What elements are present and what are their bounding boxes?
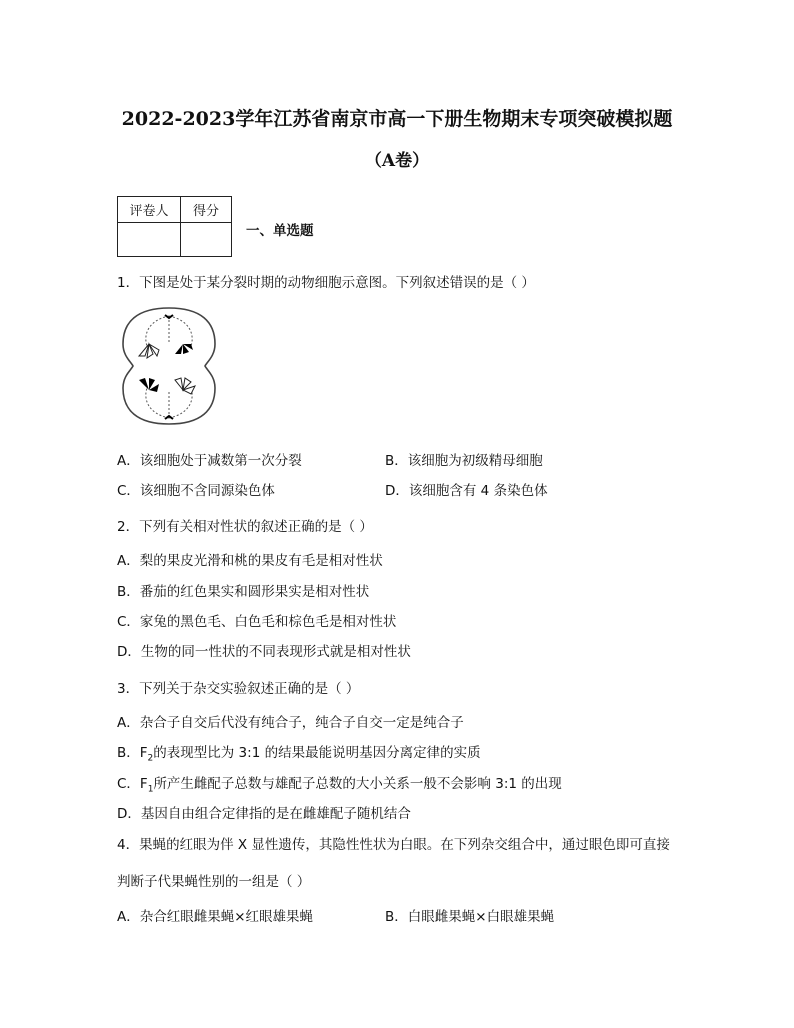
question-4-option-b[interactable]: B．白眼雌果蝇×白眼雄果蝇 bbox=[385, 909, 555, 925]
score-table-score-cell bbox=[181, 223, 232, 257]
option-text: 的表现型比为 3:1 的结果最能说明基因分离定律的实质 bbox=[153, 745, 481, 761]
page-title: 2022-2023学年江苏省南京市高一下册生物期末专项突破模拟题 bbox=[121, 108, 673, 130]
question-2-option-c[interactable]: C．家兔的黑色毛、白色毛和棕色毛是相对性状 bbox=[117, 614, 397, 630]
page-subtitle: （A卷） bbox=[364, 151, 430, 171]
question-2-option-d[interactable]: D．生物的同一性状的不同表现形式就是相对性状 bbox=[117, 644, 411, 660]
question-1-option-a[interactable]: A．该细胞处于减数第一次分裂 bbox=[117, 453, 302, 469]
question-2-option-b[interactable]: B．番茄的红色果实和圆形果实是相对性状 bbox=[117, 584, 370, 600]
section-heading: 一、单选题 bbox=[246, 223, 314, 239]
subscript: 2 bbox=[147, 753, 154, 764]
question-1-stem: 1．下图是处于某分裂时期的动物细胞示意图。下列叙述错误的是（ ） bbox=[117, 275, 535, 291]
score-table bbox=[117, 196, 232, 257]
question-2-stem: 2．下列有关相对性状的叙述正确的是（ ） bbox=[117, 519, 373, 535]
question-3-stem: 3．下列关于杂交实验叙述正确的是（ ） bbox=[117, 681, 360, 697]
score-table-grader-header: 评卷人 bbox=[118, 197, 181, 223]
option-text: 所产生雌配子总数与雄配子总数的大小关系一般不会影响 3:1 的出现 bbox=[153, 776, 562, 792]
option-text: C．F bbox=[117, 776, 148, 792]
question-4-stem-line-1: 4．果蝇的红眼为伴 X 显性遗传，其隐性性状为白眼。在下列杂交组合中，通过眼色即可直接 bbox=[117, 837, 670, 853]
question-3-option-a[interactable]: A．杂合子自交后代没有纯合子，纯合子自交一定是纯合子 bbox=[117, 715, 464, 731]
question-3-option-b[interactable] bbox=[117, 741, 481, 764]
question-1-option-d[interactable]: D．该细胞含有 4 条染色体 bbox=[385, 483, 548, 499]
question-1-option-c[interactable]: C．该细胞不含同源染色体 bbox=[117, 483, 275, 499]
score-table-grader-cell bbox=[118, 223, 181, 257]
question-4-stem-line-2: 判断子代果蝇性别的一组是（ ） bbox=[117, 874, 311, 890]
score-table-score-header: 得分 bbox=[181, 197, 232, 223]
question-3-option-c[interactable] bbox=[117, 772, 562, 795]
question-3-option-d[interactable]: D．基因自由组合定律指的是在雌雄配子随机结合 bbox=[117, 806, 411, 822]
question-2-option-a[interactable]: A．梨的果皮光滑和桃的果皮有毛是相对性状 bbox=[117, 553, 383, 569]
option-text: B．F bbox=[117, 745, 148, 761]
cell-division-diagram-icon bbox=[119, 304, 219, 428]
subscript: 1 bbox=[147, 784, 154, 795]
question-4-option-a[interactable]: A．杂合红眼雌果蝇×红眼雄果蝇 bbox=[117, 909, 314, 925]
question-1-option-b[interactable]: B．该细胞为初级精母细胞 bbox=[385, 453, 543, 469]
